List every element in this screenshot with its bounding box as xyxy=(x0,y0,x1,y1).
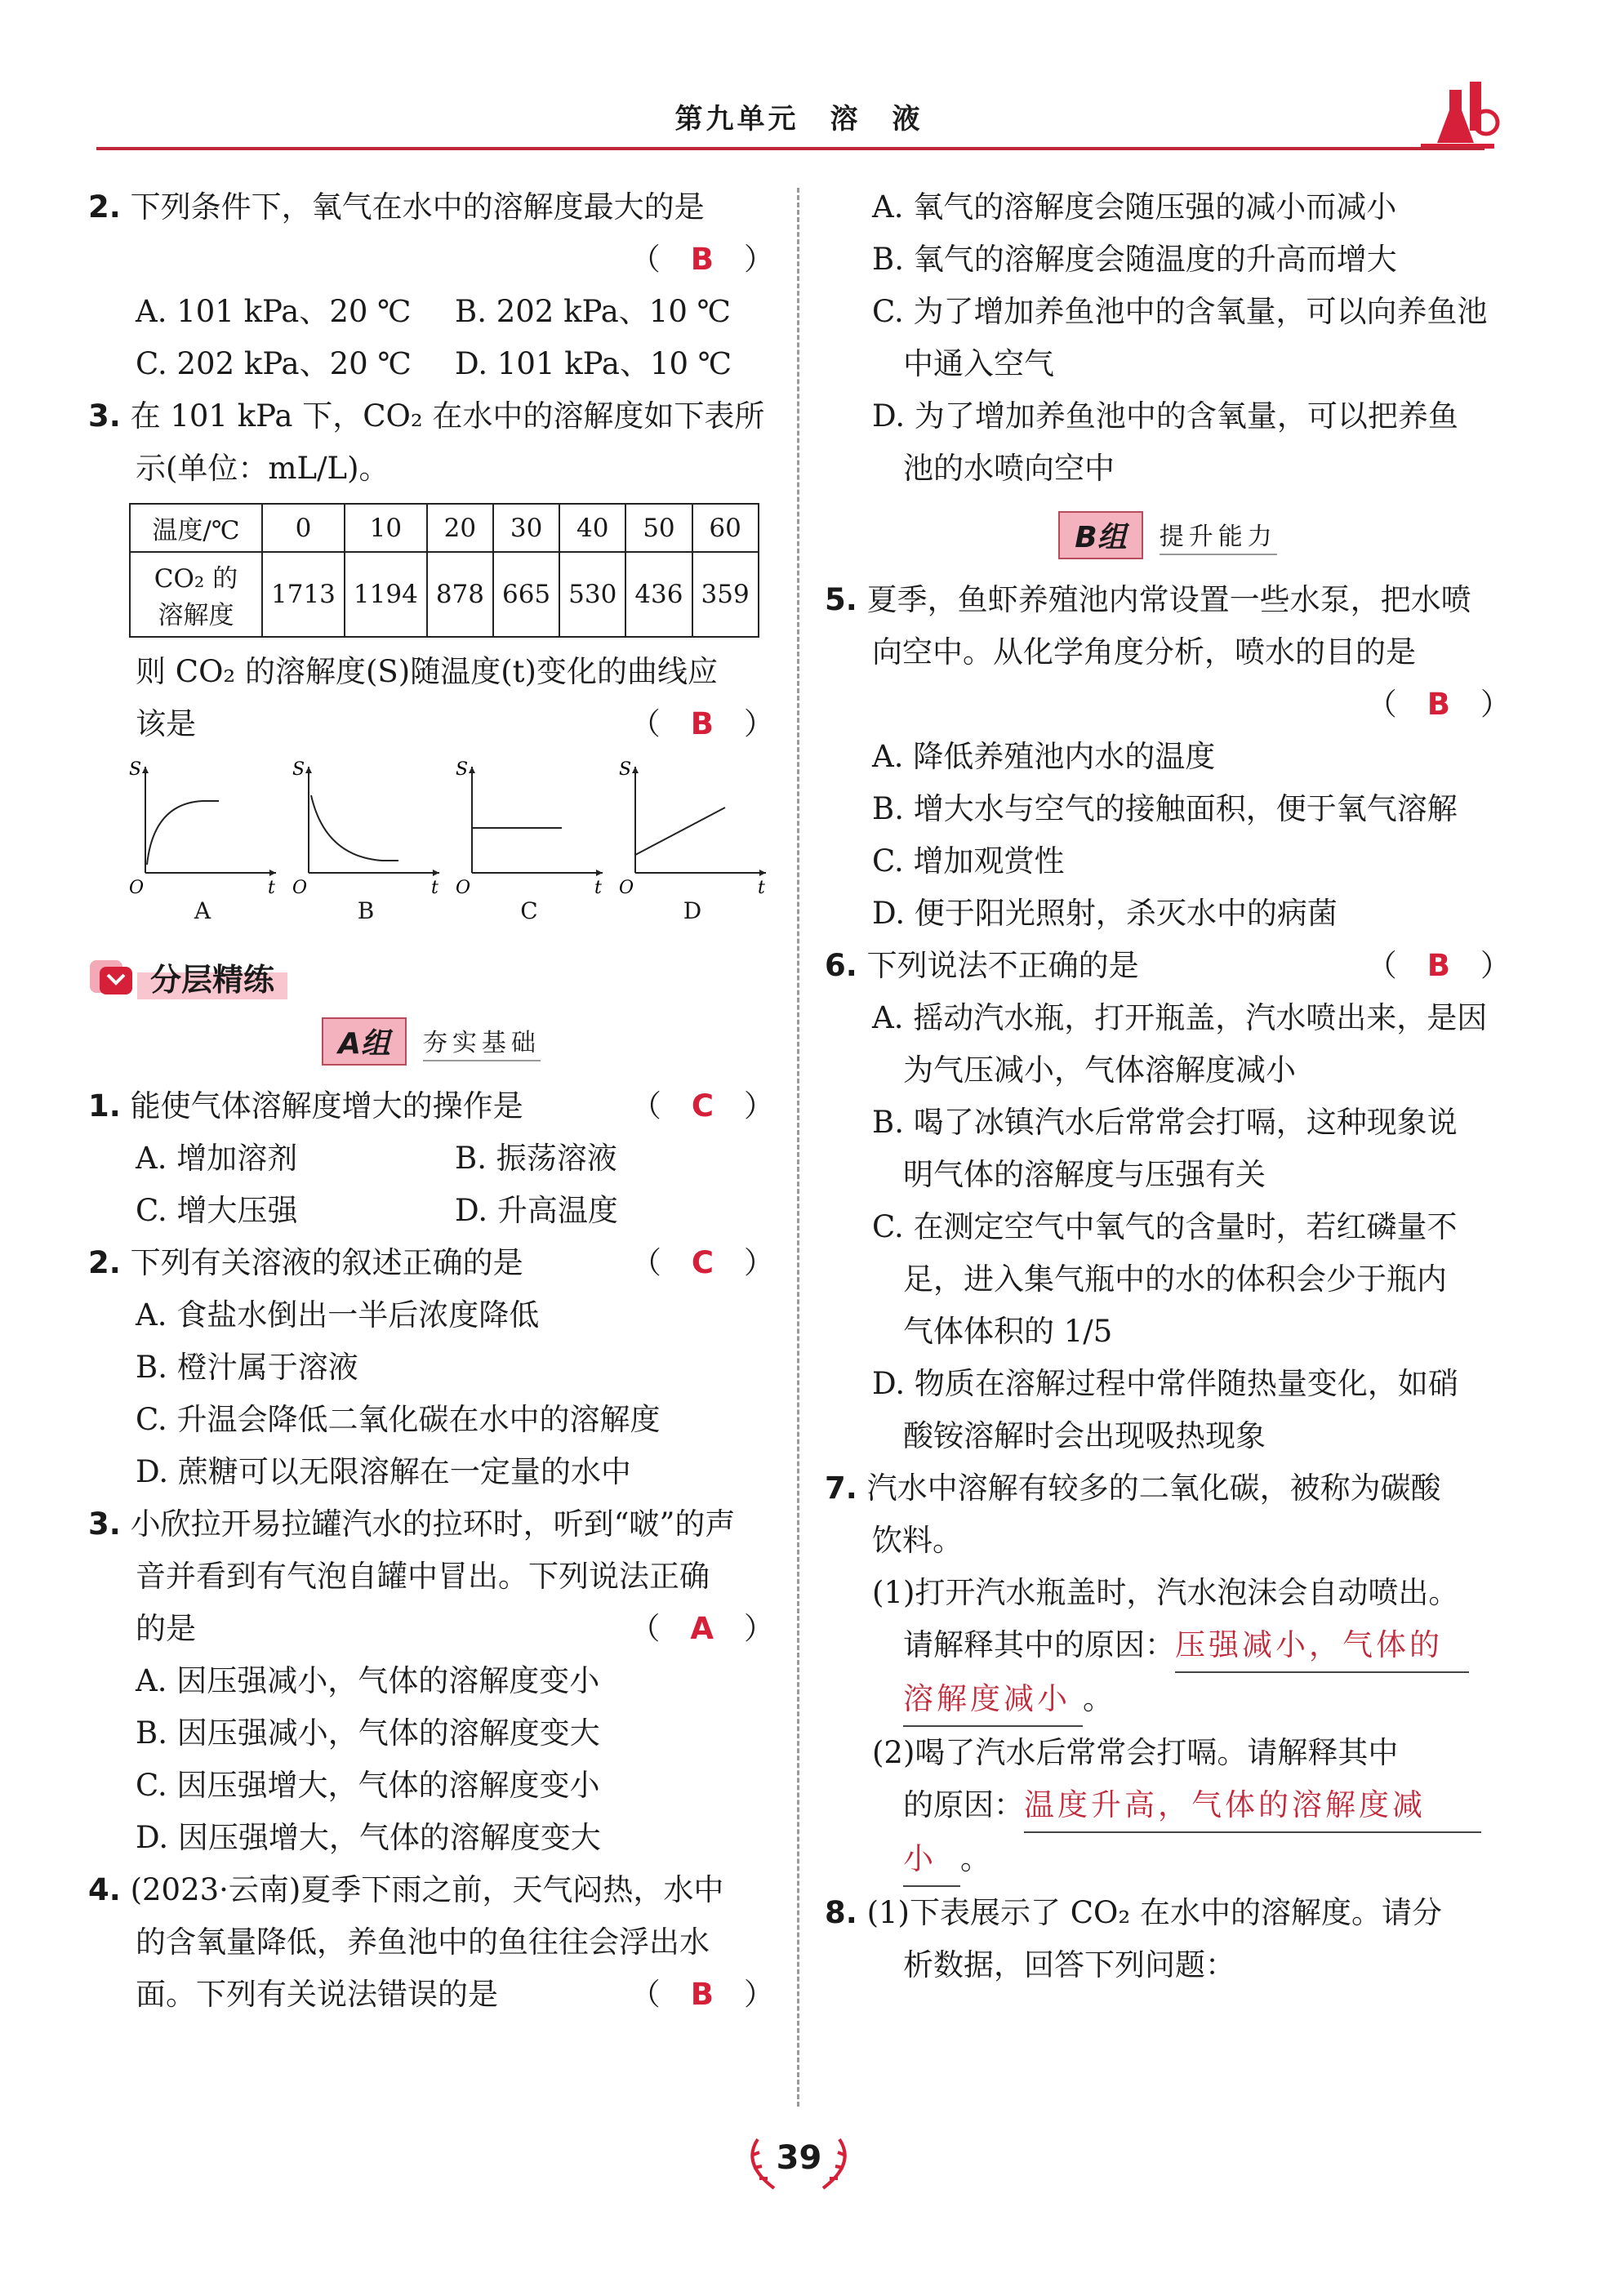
group-b-badge: B组 xyxy=(1058,511,1142,559)
answer-a1: C xyxy=(691,1088,714,1124)
y-axis-label: S xyxy=(292,759,305,780)
curve-options xyxy=(121,759,774,924)
table-cell: 20 xyxy=(427,504,493,552)
graph-d-plot xyxy=(611,759,774,897)
b5-stem-2: 向空中。从化学角度分析，喷水的目的是 xyxy=(872,634,1416,670)
y-axis-label: S xyxy=(129,759,142,780)
a-question-1: 1. 能使气体溶解度增大的操作是 （ C ） xyxy=(88,1088,774,1124)
answer-b5: （ B ） xyxy=(1366,687,1511,722)
a3-stem-2: 音并看到有气泡自罐中冒出。下列说法正确 xyxy=(136,1559,710,1594)
co2-solubility-table xyxy=(129,503,759,638)
a-question-3: 3. 小欣拉开易拉罐汽水的拉环时，听到“啵”的声 xyxy=(88,1506,736,1542)
a3-option-a: A. 因压强减小，气体的溶解度变小 xyxy=(136,1663,600,1698)
right-column xyxy=(825,181,1511,1991)
b5-option-d: D. 便于阳光照射，杀灭水中的病菌 xyxy=(872,896,1338,931)
a3-option-b: B. 因压强减小，气体的溶解度变大 xyxy=(136,1715,600,1751)
x-axis-label: t xyxy=(431,878,438,897)
b5-option-c: C. 增加观赏性 xyxy=(872,843,1065,879)
answer-b6: B xyxy=(1427,948,1450,983)
a4-option-c-cont: 中通入空气 xyxy=(903,346,1054,381)
a3-option-d: D. 因压强增大，气体的溶解度变大 xyxy=(136,1820,601,1855)
b6-option-d: D. 物质在溶解过程中常伴随热量变化，如硝 xyxy=(872,1366,1458,1401)
table-cell: 50 xyxy=(625,504,692,552)
table-cell: 665 xyxy=(493,552,559,637)
question-3-follow: 则 CO₂ 的溶解度(S)随温度(t)变化的曲线应 xyxy=(136,654,718,689)
table-cell: 436 xyxy=(625,552,692,637)
table-cell: 40 xyxy=(559,504,625,552)
layers-icon xyxy=(85,952,142,1001)
table-cell: 0 xyxy=(262,504,345,552)
b7-part-2-answer: 的原因：温度升高，气体的溶解度减 xyxy=(825,1779,1511,1833)
table-cell: 10 xyxy=(345,504,427,552)
b6-option-b: B. 喝了冰镇汽水后常常会打嗝，这种现象说 xyxy=(872,1105,1458,1140)
b6-option-c-cont: 足，进入集气瓶中的水的体积会少于瓶内 xyxy=(903,1261,1447,1297)
table-cell: 1194 xyxy=(345,552,427,637)
graph-b-plot xyxy=(284,759,447,897)
page-number: 39 xyxy=(776,2139,822,2177)
y-axis-label: S xyxy=(456,759,469,780)
left-column xyxy=(88,181,774,2021)
section-banner xyxy=(85,952,774,1001)
graph-label-a: A xyxy=(194,897,211,924)
lab-flask-icon xyxy=(1404,65,1502,155)
answer-a4: B xyxy=(690,1977,714,2012)
answer-a3: A xyxy=(690,1611,714,1646)
answer-q3: B xyxy=(690,706,714,741)
b6-option-c-cont2: 气体体积的 1/5 xyxy=(903,1314,1113,1349)
a4-option-b: B. 氧气的溶解度会随温度的升高而增大 xyxy=(872,242,1397,277)
b6-option-d-cont: 酸铵溶解时会出现吸热现象 xyxy=(903,1418,1266,1453)
b6-option-a: A. 摇动汽水瓶，打开瓶盖，汽水喷出来，是因 xyxy=(872,1000,1488,1035)
graph-d xyxy=(611,759,774,924)
q2-options-row2: C. 202 kPa、20 ℃ D. 101 kPa、10 ℃ xyxy=(136,346,732,381)
a4-option-a: A. 氧气的溶解度会随压强的减小而减小 xyxy=(872,189,1397,225)
a2-option-a: A. 食盐水倒出一半后浓度降低 xyxy=(136,1297,540,1333)
question-3: 3. 在 101 kPa 下，CO₂ 在水中的溶解度如下表所 xyxy=(88,398,765,434)
answer-a2: C xyxy=(691,1245,714,1280)
group-a-subtitle: 夯实基础 xyxy=(423,1022,541,1061)
graph-a xyxy=(121,759,284,924)
b-question-7: 7. 汽水中溶解有较多的二氧化碳，被称为碳酸 xyxy=(825,1471,1441,1506)
table-header-solubility: CO₂ 的 溶解度 xyxy=(130,552,262,637)
x-axis-label: t xyxy=(758,878,765,897)
group-a-tag xyxy=(88,1017,774,1066)
origin-label: O xyxy=(619,878,634,897)
graph-label-c: C xyxy=(520,897,538,924)
graph-c-plot xyxy=(447,759,611,897)
a2-option-c: C. 升温会降低二氧化碳在水中的溶解度 xyxy=(136,1402,661,1437)
table-cell: 60 xyxy=(692,504,759,552)
unit-title: 第九单元 溶 液 xyxy=(674,103,924,136)
graph-label-b: B xyxy=(357,897,375,924)
a2-option-d: D. 蔗糖可以无限溶解在一定量的水中 xyxy=(136,1454,631,1489)
b-question-5: 5. 夏季，鱼虾养殖池内常设置一些水泵，把水喷 xyxy=(825,582,1471,617)
group-b-tag xyxy=(825,511,1511,559)
q2-options-row1: A. 101 kPa、20 ℃ B. 202 kPa、10 ℃ xyxy=(136,294,732,329)
b7-part-2: (2)喝了汽水后常常会打嗝。请解释其中 xyxy=(872,1735,1399,1770)
x-axis-label: t xyxy=(268,878,275,897)
section-title: 分层精练 xyxy=(137,954,287,999)
graph-a-plot xyxy=(121,759,284,897)
a1-options-row1: A. 增加溶剂 B. 振荡溶液 xyxy=(136,1141,617,1176)
origin-label: O xyxy=(292,878,308,897)
x-axis-label: t xyxy=(594,878,602,897)
b6-option-c: C. 在测定空气中氧气的含量时，若红磷量不 xyxy=(872,1209,1458,1244)
b7-answer-2: 温度升高，气体的溶解度减 xyxy=(1024,1779,1481,1833)
table-cell: 1713 xyxy=(262,552,345,637)
graph-c xyxy=(447,759,611,924)
group-b-subtitle: 提升能力 xyxy=(1160,516,1277,555)
b7-part-1-answer: 请解释其中的原因：压强减小，气体的 xyxy=(825,1619,1511,1673)
b5-option-a: A. 降低养殖池内水的温度 xyxy=(872,739,1216,774)
y-axis-label: S xyxy=(619,759,632,780)
question-2: 2. 下列条件下，氧气在水中的溶解度最大的是 xyxy=(88,189,705,225)
b5-option-b: B. 增大水与空气的接触面积，便于氧气溶解 xyxy=(872,791,1458,826)
table-cell: 30 xyxy=(493,504,559,552)
table-cell: 530 xyxy=(559,552,625,637)
b7-answer-1: 压强减小，气体的 xyxy=(1175,1619,1469,1673)
origin-label: O xyxy=(456,878,471,897)
question-3-cont: 示(单位：mL/L)。 xyxy=(136,451,389,486)
graph-label-d: D xyxy=(683,897,702,924)
group-a-badge: A组 xyxy=(322,1017,407,1066)
answer-q2: （ B ） xyxy=(630,242,774,277)
a4-stem-3: 面。下列有关说法错误的是 （ B ） xyxy=(136,1977,774,2012)
table-cell: 878 xyxy=(427,552,493,637)
a1-options-row2: C. 增大压强 D. 升高温度 xyxy=(136,1193,618,1228)
b7-stem-2: 饮料。 xyxy=(872,1523,963,1558)
table-cell: 359 xyxy=(692,552,759,637)
graph-b xyxy=(284,759,447,924)
a4-option-d: D. 为了增加养鱼池中的含氧量，可以把养鱼 xyxy=(872,398,1458,434)
column-divider xyxy=(797,188,799,2107)
a4-option-c: C. 为了增加养鱼池中的含氧量，可以向养鱼池 xyxy=(872,294,1488,329)
a3-option-c: C. 因压强增大，气体的溶解度变小 xyxy=(136,1768,600,1803)
a-question-2: 2. 下列有关溶液的叙述正确的是 （ C ） xyxy=(88,1245,774,1280)
a3-stem-3: 的是 （ A ） xyxy=(136,1611,774,1646)
a-question-4: 4. (2023·云南)夏季下雨之前，天气闷热，水中 xyxy=(88,1872,724,1907)
origin-label: O xyxy=(129,878,145,897)
a4-stem-2: 的含氧量降低，养鱼池中的鱼往往会浮出水 xyxy=(136,1924,710,1960)
b6-option-a-cont: 为气压减小，气体溶解度减小 xyxy=(903,1052,1296,1088)
b7-part-1: (1)打开汽水瓶盖时，汽水泡沫会自动喷出。 xyxy=(872,1575,1459,1610)
b8-stem-2: 析数据，回答下列问题： xyxy=(903,1947,1235,1982)
b-question-8: 8. (1)下表展示了 CO₂ 在水中的溶解度。请分 xyxy=(825,1895,1442,1930)
table-header-temp: 温度/℃ xyxy=(130,504,262,552)
b7-part-2-answer-cont: 小 。 xyxy=(825,1833,1511,1887)
header-rule xyxy=(96,147,1484,150)
b7-part-1-answer-cont: 溶解度减小 。 xyxy=(825,1673,1511,1727)
b6-option-b-cont: 明气体的溶解度与压强有关 xyxy=(903,1157,1266,1192)
a2-option-b: B. 橙汁属于溶液 xyxy=(136,1350,358,1385)
question-3-follow2: 该是 （ B ） xyxy=(136,706,774,741)
a4-option-d-cont: 池的水喷向空中 xyxy=(903,451,1115,486)
b-question-6: 6. 下列说法不正确的是 （ B ） xyxy=(825,948,1511,983)
